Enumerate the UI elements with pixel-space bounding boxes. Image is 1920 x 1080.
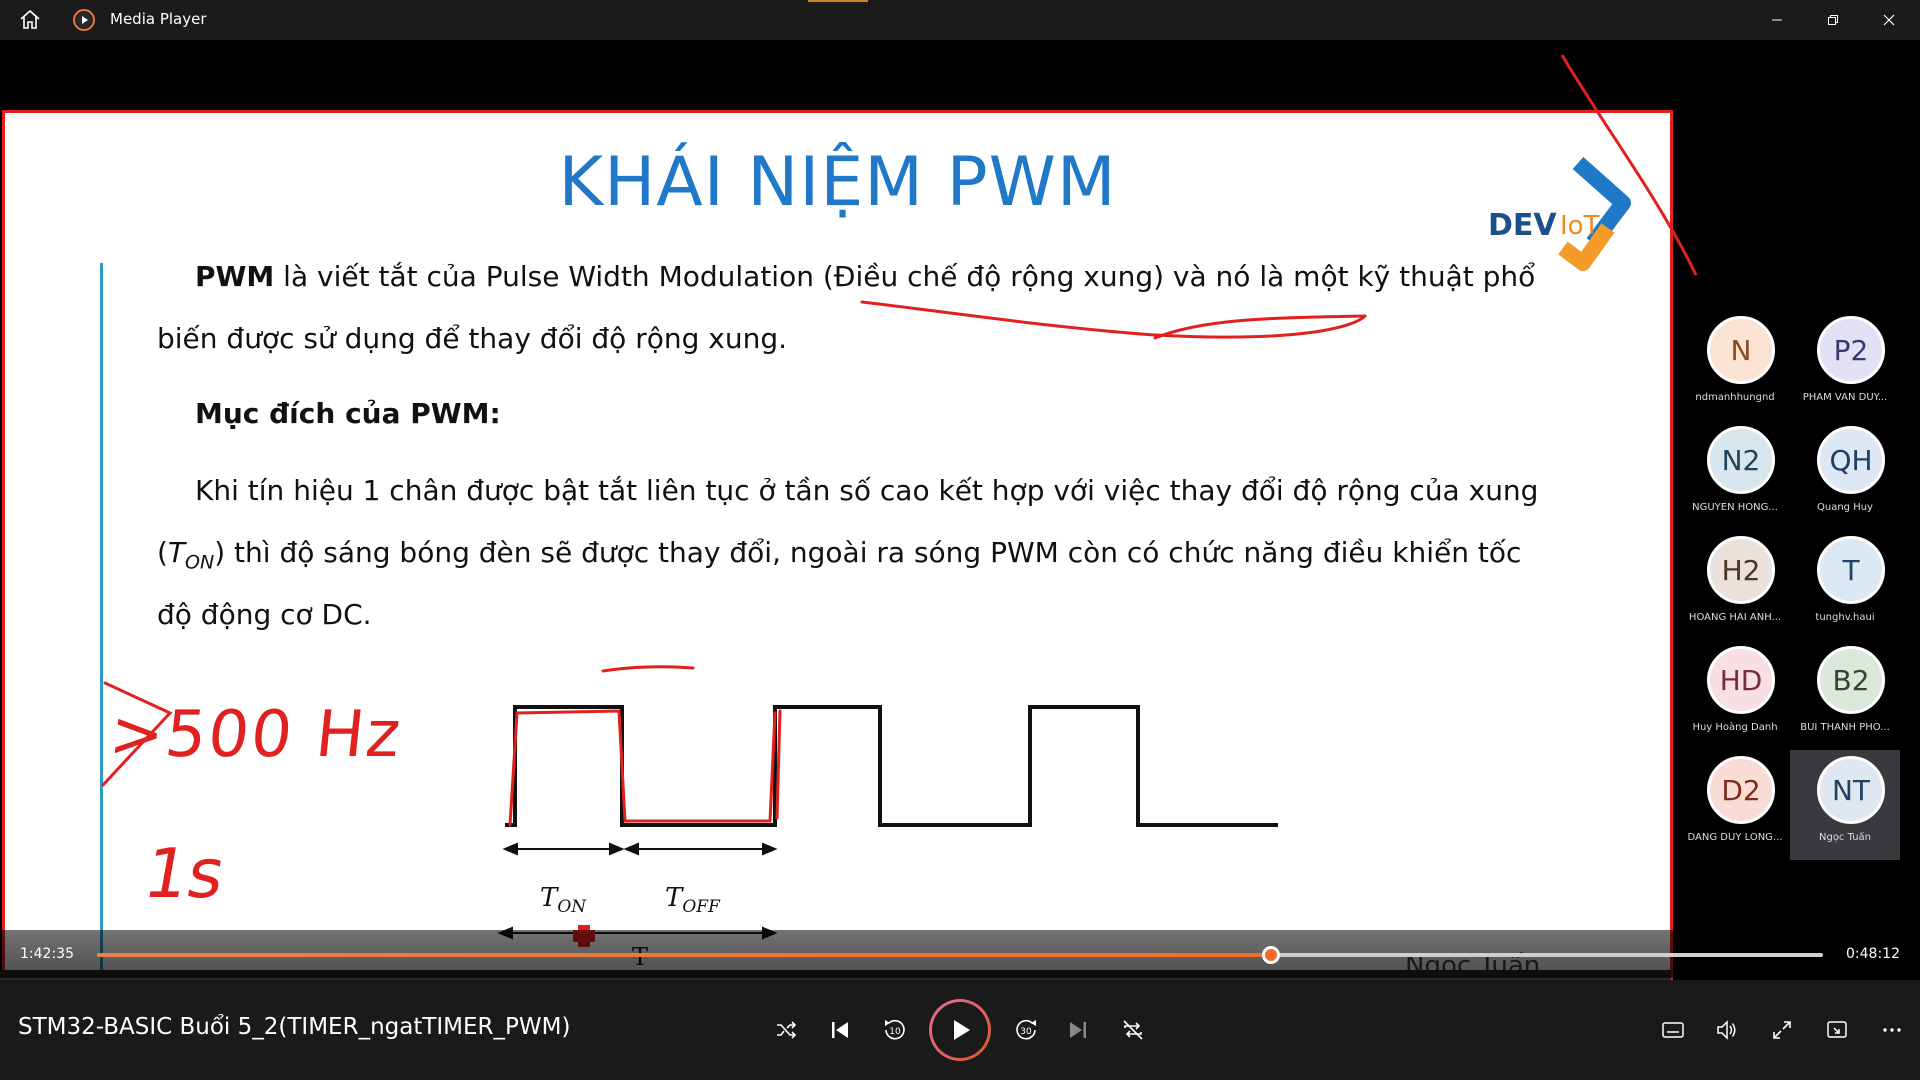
participant-avatar: N: [1707, 316, 1775, 384]
para2-line1: Khi tín hiệu 1 chân được bật tắt liên tục ở tần số cao kết hợp với việc thay đổi độ rộng của xung: [195, 474, 1539, 507]
t-on-label: $T_{ON}$: [540, 883, 587, 918]
shuffle-icon: [775, 1019, 797, 1041]
handwriting-duration: 1s: [138, 835, 231, 914]
participant-name: NGUYEN HONG...: [1692, 502, 1778, 513]
participant-tile[interactable]: [1680, 420, 1790, 530]
participant-name: BUI THANH PHO...: [1800, 722, 1890, 733]
participant-name: ndmanhhungnd: [1695, 392, 1775, 403]
participant-avatar: HD: [1707, 646, 1775, 714]
participant-tile[interactable]: [1680, 310, 1790, 420]
participant-avatar: P2: [1817, 316, 1885, 384]
fullscreen-button[interactable]: [1762, 1010, 1802, 1050]
participant-name: PHAM VAN DUY...: [1802, 392, 1888, 403]
seek-progress: [97, 953, 1271, 957]
para1-rest: là viết tắt của Pulse Width Modulation (Điều chế độ rộng xung) và nó là một kỹ thuật phổ: [274, 260, 1536, 293]
participant-tile[interactable]: [1790, 640, 1900, 750]
participant-tile[interactable]: [1680, 530, 1790, 640]
participant-name: Quang Huy: [1817, 502, 1873, 513]
participant-avatar: B2: [1817, 646, 1885, 714]
control-bar: [0, 980, 1920, 1080]
purpose-heading: Mục đích của PWM:: [195, 397, 501, 430]
para1-line2: biến được sử dụng để thay đổi độ rộng xung.: [157, 322, 787, 355]
volume-icon: [1715, 1018, 1739, 1042]
participant-tile[interactable]: [1680, 640, 1790, 750]
participant-tile[interactable]: [1680, 750, 1790, 860]
elapsed-time: 1:42:35: [20, 946, 74, 962]
outside-annotation: [1540, 10, 1740, 290]
next-icon: [1067, 1019, 1089, 1041]
play-icon: [947, 1017, 973, 1043]
app-title: Media Player: [110, 10, 207, 28]
para2-sub: ON: [185, 551, 215, 574]
participant-gallery: [1680, 310, 1920, 850]
skip-back-icon: [882, 1017, 908, 1043]
handwriting-frequency: >500 Hz: [106, 698, 406, 772]
next-button[interactable]: [1058, 1010, 1098, 1050]
para2-var: T: [167, 536, 186, 569]
repeat-button[interactable]: [1113, 1010, 1153, 1050]
more-options-button[interactable]: [1872, 1010, 1912, 1050]
repeat-off-icon: [1121, 1018, 1145, 1042]
participant-tile[interactable]: [1790, 750, 1900, 860]
para2-line3: độ động cơ DC.: [157, 598, 372, 631]
home-icon[interactable]: [18, 8, 42, 32]
seek-bar-region: [0, 930, 1920, 978]
seek-track[interactable]: [97, 953, 1823, 957]
miniplayer-button[interactable]: [1817, 1010, 1857, 1050]
remaining-time: 0:48:12: [1846, 946, 1900, 962]
svg-text:10: 10: [889, 1027, 901, 1037]
t-off-arrow: [626, 844, 775, 854]
participant-avatar: QH: [1817, 426, 1885, 494]
logo-text: DEV: [1488, 208, 1557, 243]
participant-avatar: H2: [1707, 536, 1775, 604]
logo-suffix: IoT: [1560, 211, 1600, 241]
skip-forward-button[interactable]: [1006, 1010, 1046, 1050]
volume-button[interactable]: [1707, 1010, 1747, 1050]
participant-tile[interactable]: [1790, 530, 1900, 640]
title-accent: [808, 0, 868, 2]
previous-button[interactable]: [820, 1010, 860, 1050]
participant-tile[interactable]: [1790, 310, 1900, 420]
captions-button[interactable]: [1653, 1010, 1693, 1050]
participant-avatar: N2: [1707, 426, 1775, 494]
minimize-button[interactable]: [1754, 4, 1800, 36]
participant-name: tunghv.haui: [1815, 612, 1875, 623]
media-title: STM32-BASIC Buổi 5_2(TIMER_ngatTIMER_PWM): [18, 1014, 571, 1040]
shuffle-button[interactable]: [766, 1010, 806, 1050]
participant-tile[interactable]: [1790, 420, 1900, 530]
skip-back-button[interactable]: [875, 1010, 915, 1050]
media-player-logo-icon: [72, 8, 96, 32]
more-icon: [1881, 1019, 1903, 1041]
presentation-slide: [2, 110, 1673, 980]
video-canvas[interactable]: [0, 40, 1920, 1080]
pwm-waveform: [5, 113, 1673, 980]
skip-forward-icon: [1013, 1017, 1039, 1043]
t-off-label: $T_{OFF}$: [665, 883, 720, 918]
t-on-arrow: [505, 844, 622, 854]
para1-bold: PWM: [195, 260, 275, 293]
play-button[interactable]: [929, 999, 991, 1061]
participant-name: DANG DUY LONG...: [1687, 832, 1783, 843]
maximize-button[interactable]: [1810, 4, 1856, 36]
miniplayer-icon: [1825, 1018, 1849, 1042]
slide-title: KHÁI NIỆM PWM: [558, 143, 1117, 222]
para2-paren-open: (: [157, 536, 168, 569]
participant-name: HOANG HAI ANH...: [1688, 612, 1782, 623]
participant-avatar: T: [1817, 536, 1885, 604]
para2-rest: ) thì độ sáng bóng đèn sẽ được thay đổi, ngoài ra sóng PWM còn có chức năng điều khiển tốc: [214, 536, 1522, 569]
close-button[interactable]: [1866, 4, 1912, 36]
participant-name: Ngọc Tuấn: [1818, 832, 1872, 843]
previous-icon: [829, 1019, 851, 1041]
svg-text:30: 30: [1020, 1027, 1032, 1037]
seek-thumb[interactable]: [1262, 946, 1280, 964]
participant-avatar: D2: [1707, 756, 1775, 824]
captions-icon: [1661, 1018, 1685, 1042]
participant-name: Huy Hoàng Danh: [1692, 722, 1778, 733]
fullscreen-icon: [1771, 1019, 1793, 1041]
participant-avatar: NT: [1817, 756, 1885, 824]
